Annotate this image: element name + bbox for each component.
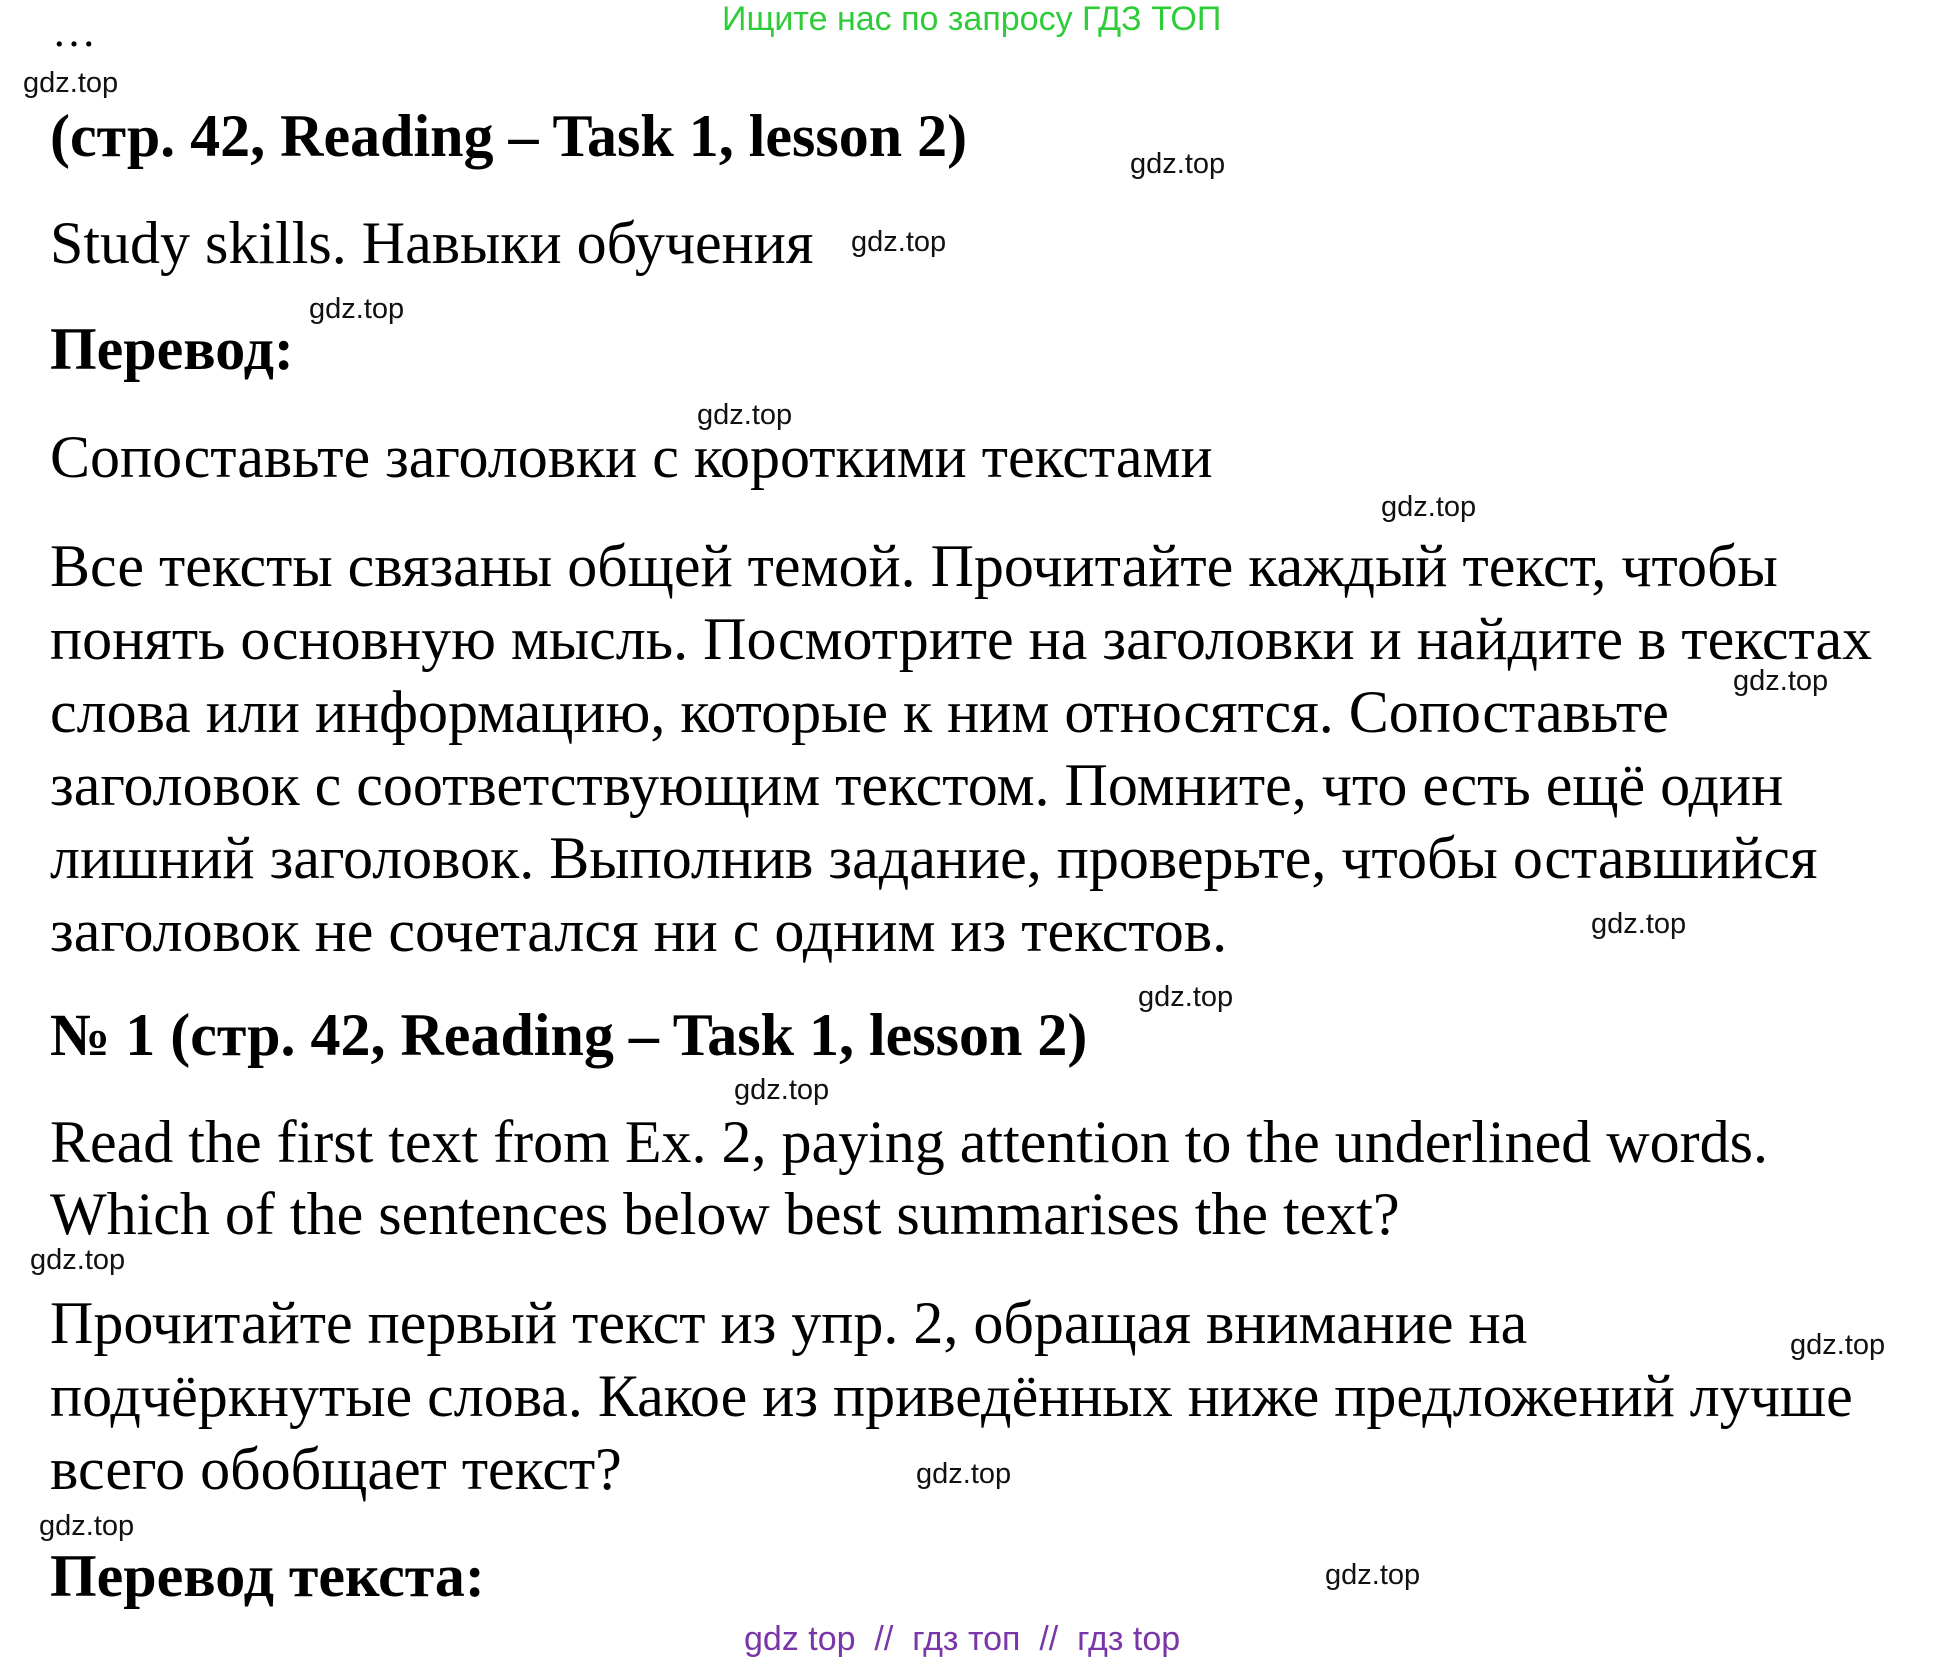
paragraph-line: заголовок с соответствующим текстом. Помните, что есть ещё один — [50, 752, 1784, 818]
task-ru-line: Прочитайте первый текст из упр. 2, обращая внимание на — [50, 1290, 1528, 1356]
translation-label: Перевод: — [50, 316, 294, 382]
watermark: gdz.top — [1381, 491, 1477, 523]
task-ru-line: всего обобщает текст? — [50, 1436, 622, 1502]
task-ru-line: подчёркнутые слова. Какое из приведённых ниже предложений лучше — [50, 1363, 1853, 1429]
watermark: gdz.top — [1325, 1559, 1421, 1591]
watermark: gdz.top — [1733, 665, 1829, 697]
watermark: gdz.top — [697, 399, 793, 431]
watermark: gdz.top — [734, 1074, 830, 1106]
instruction: Сопоставьте заголовки с короткими текстами — [50, 424, 1213, 490]
task-en-line: Read the first text from Ex. 2, paying attention to the underlined words. — [50, 1109, 1768, 1175]
text-translation-label: Перевод текста: — [50, 1543, 485, 1609]
watermark: gdz.top — [851, 226, 947, 258]
watermark: gdz.top — [1790, 1329, 1886, 1361]
watermark: gdz.top — [1591, 908, 1687, 940]
paragraph-line: заголовок не сочетался ни с одним из текстов. — [50, 898, 1228, 964]
paragraph-line: слова или информацию, которые к ним относятся. Сопоставьте — [50, 679, 1669, 745]
ellipsis: … — [52, 7, 96, 56]
heading-page-task: (стр. 42, Reading – Task 1, lesson 2) — [50, 103, 968, 169]
paragraph-line: понять основную мысль. Посмотрите на заголовки и найдите в текстах — [50, 606, 1873, 672]
watermark: gdz.top — [23, 67, 119, 99]
paragraph-line: лишний заголовок. Выполнив задание, проверьте, чтобы оставшийся — [50, 825, 1818, 891]
watermark: gdz.top — [39, 1510, 135, 1542]
search-hint: Ищите нас по запросу ГДЗ ТОП — [722, 0, 1222, 38]
watermark: gdz.top — [916, 1458, 1012, 1490]
paragraph-line: Все тексты связаны общей темой. Прочитайте каждый текст, чтобы — [50, 533, 1778, 599]
watermark: gdz.top — [1138, 981, 1234, 1013]
watermark: gdz.top — [309, 293, 405, 325]
watermark: gdz.top — [30, 1244, 126, 1276]
subtitle: Study skills. Навыки обучения — [50, 210, 814, 276]
watermark: gdz.top — [1130, 148, 1226, 180]
footer-links[interactable]: gdz top // гдз топ // гдз top — [744, 1620, 1181, 1658]
heading-task-1: № 1 (стр. 42, Reading – Task 1, lesson 2) — [50, 1002, 1088, 1068]
task-en-line: Which of the sentences below best summarises the text? — [50, 1181, 1400, 1247]
